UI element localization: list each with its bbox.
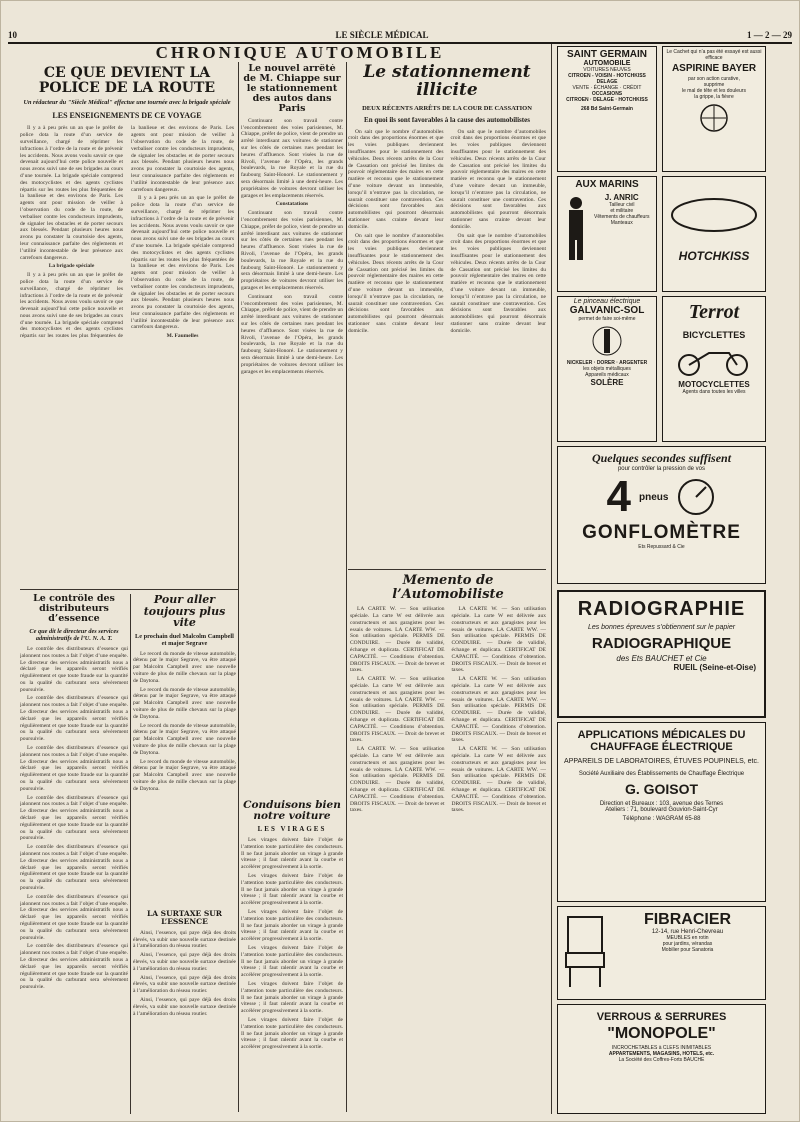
- body: LA CARTE W. — Son utilisation spéciale. La carte W est délivrée aux constructeurs et aux garagistes pour les essais de voitures. LA CARTE WW. — Son utilisation spéciale. PERMIS DE CONDUIRE. — Durée de validité, échange et duplicata. CERTIFICAT DE CAPACITÉ. — Conditions d’obtention. DROITS FISCAUX. — Droit de brevet et taxes.: [451, 606, 546, 674]
- ad-address: 12-14, rue Henri-Chevreau: [651, 929, 724, 935]
- headline: Pour aller toujours plus vite: [143, 594, 226, 630]
- pinceau-icon: [587, 324, 627, 358]
- ad-line: Le Cachet qui n’a pas été essayé est aussi efficace: [666, 49, 762, 61]
- ad-line: APPARTEMENTS, MAGASINS, HOTELS, etc.: [608, 1051, 715, 1057]
- sailor-figure-icon: [561, 193, 591, 263]
- body: On sait que le nombre d’automobiles croit dans des proportions énormes et que les voies publiques deviennent insuffisantes pour le stationnement des véhicules. Deux récents arrêts de la Cour de Cassation ont précisé les limites du pouvoir réglementaire des maires en cette matière et reconnu que le stationnement d’une voiture devant un immeuble, lorsqu’il n’entrave pas la circulation, ne saurait constituer une contravention. Ces décisions sont favorables aux automobilistes qui pourront désormais stationner sans crainte devant leur domicile.: [348, 128, 444, 230]
- body: Ainsi, l’essence, qui paye déjà des droits élevés, va subir une nouvelle surtaxe destinée à l’amélioration du réseau routier.: [133, 952, 236, 972]
- article-memento: [350, 574, 546, 1114]
- ad-saint-germain: [557, 46, 657, 172]
- body: Le record du monde de vitesse automobile, détenu par le major Segrave, va être attaqué par Malcolm Campbell avec une nouvelle voiture de plus de mille chevaux sur la plage de Daytona.: [133, 758, 236, 792]
- ad-title: SAINT GERMAIN: [567, 49, 647, 60]
- ad-line: CITROEN · DELAGE · HOTCHKISS: [566, 97, 648, 103]
- ad-line: Vêtements de chauffeurs: [594, 214, 650, 220]
- ad-title: RADIOGRAPHIQUE: [591, 635, 732, 652]
- ad-fibracier: [557, 906, 766, 1000]
- ad-line: Tailleur civil: [608, 202, 635, 208]
- ad-line: MEUBLES en rotin: [666, 935, 709, 941]
- body: Il y a à peu près un an que le préfet de police dota la route d’un service de surveillance, chargé de réprimer les infractions à l’ordre de la route et de prévenir les accidents. Nous avons voulu savoir ce que devenait aujourd’hui cette police nouvelle et nous avons suivi une de ses brigades au cours d’une tournée. La brigade spéciale comprend des motocyclistes et des agents cyclistes répartis sur les routes les plus fréquentées de la banlieue et des environs de Paris. Les agents ont pour mission de veiller à l’observation du code de la route, de verbaliser contre les conducteurs imprudents, de signaler les obstacles et de porter secours aux blessés. Pendant plusieurs heures nous avons pu constater la courtoisie des agents, leur connaissance parfaite des règlements et l’utilité incontestable de leur présence aux carrefours dangereux.: [20, 125, 123, 261]
- ad-line: MOTOCYCLETTES: [678, 380, 750, 389]
- headline: Le contrôle des distributeurs d’essence: [33, 594, 115, 624]
- ad-line: INCROCHETABLES à CLEFS INIMITABLES: [611, 1045, 712, 1051]
- article-surtaxe: [133, 910, 236, 1115]
- ad-title: Quelques secondes suffisent: [591, 451, 732, 465]
- section-subhead: DEUX RÉCENTS ARRÊTS DE LA COUR DE CASSATION: [362, 104, 532, 112]
- subheadline: Ce que dit le directeur des services administratifs de l’U. N. A. T.: [29, 627, 119, 642]
- ad-line: la grippe, la fièvre: [694, 94, 734, 100]
- ad-aspirine: [662, 46, 766, 172]
- ad-gonflometre: [557, 446, 766, 584]
- article-police: [20, 64, 234, 587]
- article-conduisons: [241, 800, 343, 1110]
- article-aller: [133, 594, 236, 894]
- ad-line: supprime: [703, 82, 725, 88]
- body: On sait que le nombre d’automobiles croit dans des proportions énormes et que les voies publiques deviennent insuffisantes pour le stationnement des véhicules. Deux récents arrêts de la Cour de Cassation ont précisé les limites du pouvoir réglementaire des maires en cette matière et reconnu que le stationnement d’une voiture devant un immeuble, lorsqu’il n’entrave pas la circulation, ne saurait constituer une contravention. Ces décisions sont favorables aux automobilistes qui pourront désormais stationner sans crainte devant leur domicile.: [450, 232, 546, 334]
- ad-hotchkiss: [662, 176, 766, 292]
- ad-title: FIBRACIER: [643, 911, 732, 928]
- body: Le contrôle des distributeurs d’essence qui jalonnent nos routes a fait l’objet d’une enquête. Le directeur des services administratifs nous a déclaré que les appareils seront vérifiés régulièrement et que toute fraude sur la quantité ou la qualité du carburant sera sévèrement poursuivie.: [20, 645, 128, 693]
- body: Les virages doivent faire l’objet de l’attention toute particulière des conducteurs. Il ne faut jamais aborder un virage à grande vitesse ; il faut ralentir avant la courbe et accélérer progressivement à la sortie.: [241, 909, 343, 943]
- body: Les virages doivent faire l’objet de l’attention toute particulière des conducteurs. Il ne faut jamais aborder un virage à grande vitesse ; il faut ralentir avant la courbe et accélérer progressivement à la sortie.: [241, 1016, 343, 1051]
- headline: CE QUE DEVIENT LA POLICE DE LA ROUTE: [38, 65, 216, 96]
- ad-title: ASPIRINE BAYER: [671, 63, 757, 74]
- body: Le contrôle des distributeurs d’essence qui jalonnent nos routes a fait l’objet d’une enquête. Le directeur des services administratifs nous a déclaré que les appareils seront vérifiés régulièrement et que toute fraude sur la quantité ou la qualité du carburant sera sévèrement poursuivie.: [20, 943, 128, 991]
- ad-address: Ateliers : 71, boulevard Gouvion-Saint-Cyr: [605, 807, 718, 813]
- issue-date: 1 — 2 — 29: [747, 30, 792, 40]
- body: Le contrôle des distributeurs d’essence qui jalonnent nos routes a fait l’objet d’une enquête. Le directeur des services administratifs nous a déclaré que les appareils seront vérifiés régulièrement et que toute fraude sur la quantité ou la qualité du carburant sera sévèrement poursuivie.: [20, 695, 128, 743]
- body: Les virages doivent faire l’objet de l’attention toute particulière des conducteurs. Il ne faut jamais aborder un virage à grande vitesse ; il faut ralentir avant la courbe et accélérer progressivement à la sortie.: [241, 980, 343, 1015]
- headline: Le nouvel arrêté de M. Chiappe sur le stationnement des autos dans Paris: [243, 64, 341, 114]
- column-divider: [238, 62, 239, 1112]
- ad-line: les objets métalliques: [583, 366, 631, 372]
- body: Continuant son travail contre l’encombrement des voies parisiennes, M. Chiappe, préfet de police, vient de prendre un arrêté interdisant aux voitures de stationner sur les côtés de certaines rues pendant les heures d’affluence. Sont visées la rue de Rivoli, l’avenue de l’Opéra, les grands boulevards, la rue Royale et la rue du faubourg Saint-Honoré. Le stationnement y sera désormais limité à une demi-heure. Les propriétaires de voitures devront utiliser les garages et les emplacements réservés.: [241, 210, 343, 291]
- hotchkiss-logo-icon: [669, 185, 759, 245]
- ad-brand: GONFLOMÈTRE: [582, 522, 741, 543]
- ad-phone: Téléphone : WAGRAM 65-88: [622, 816, 701, 822]
- ad-line: permet de faire soi-même: [578, 316, 636, 322]
- body: Il y a à peu près un an que le préfet de police dota la route d’un service de surveillance, chargé de réprimer les infractions à l’ordre de la route et de prévenir les accidents. Nous avons voulu savoir ce que devenait aujourd’hui cette police nouvelle et nous avons suivi une de ses brigades au cours d’une tournée. La brigade spéciale comprend des motocyclistes et des agents cyclistes répartis sur les routes les plus fréquentées de la banlieue et des environs de Paris. Les agents ont pour mission de veiller à l’observation du code de la route, de verbaliser contre les conducteurs imprudents, de signaler les obstacles et de porter secours aux blessés. Pendant plusieurs heures nous avons pu constater la courtoisie des agents, leur connaissance parfaite des règlements et l’utilité incontestable de leur présence aux carrefours dangereux.: [131, 195, 234, 331]
- journal-name: LE SIÈCLE MÉDICAL: [335, 30, 429, 40]
- rule: [20, 589, 238, 590]
- wicker-chair-icon: [562, 911, 608, 991]
- ad-line: Agents dans toutes les villes: [682, 389, 746, 395]
- article-stationnement: [348, 64, 546, 566]
- headline: LA SURTAXE SUR L’ESSENCE: [146, 910, 223, 926]
- body: Les virages doivent faire l’objet de l’attention toute particulière des conducteurs. Il ne faut jamais aborder un virage à grande vitesse ; il faut ralentir avant la courbe et accélérer progressivement à la sortie.: [241, 873, 343, 907]
- motorcycle-icon: [674, 343, 754, 377]
- ad-brand: "MONOPOLE": [607, 1025, 716, 1042]
- subheadline: LES VIRAGES: [257, 825, 327, 834]
- body: LA CARTE W. — Son utilisation spéciale. La carte W est délivrée aux constructeurs et aux garagistes pour les essais de voitures. LA CARTE WW. — Son utilisation spéciale. PERMIS DE CONDUIRE. — Durée de validité, échange et duplicata. CERTIFICAT DE CAPACITÉ. — Conditions d’obtention. DROITS FISCAUX. — Droit de brevet et taxes.: [451, 676, 546, 744]
- body: LA CARTE W. — Son utilisation spéciale. La carte W est délivrée aux constructeurs et aux garagistes pour les essais de voitures. LA CARTE WW. — Son utilisation spéciale. PERMIS DE CONDUIRE. — Durée de validité, échange et duplicata. CERTIFICAT DE CAPACITÉ. — Conditions d’obtention. DROITS FISCAUX. — Droit de brevet et taxes.: [350, 606, 445, 674]
- headline: Le stationnement illicite: [363, 64, 531, 100]
- body: LA CARTE W. — Son utilisation spéciale. La carte W est délivrée aux constructeurs et aux garagistes pour les essais de voitures. LA CARTE WW. — Son utilisation spéciale. PERMIS DE CONDUIRE. — Durée de validité, échange et duplicata. CERTIFICAT DE CAPACITÉ. — Conditions d’obtention. DROITS FISCAUX. — Droit de brevet et taxes.: [350, 746, 445, 814]
- body: Ainsi, l’essence, qui paye déjà des droits élevés, va subir une nouvelle surtaxe destinée à l’amélioration du réseau routier.: [133, 974, 236, 995]
- minor-heading: Constatations: [275, 201, 309, 208]
- body: Continuant son travail contre l’encombrement des voies parisiennes, M. Chiappe, préfet de police, vient de prendre un arrêté interdisant aux voitures de stationner sur les côtés de certaines rues pendant les heures d’affluence. Sont visées la rue de Rivoli, l’avenue de l’Opéra, les grands boulevards, la rue Royale et la rue du faubourg Saint-Honoré. Le stationnement y sera désormais limité à une demi-heure. Les propriétaires de voitures devront utiliser les garages et les emplacements réservés.: [241, 293, 343, 375]
- ad-line: NICKELER · DORER · ARGENTER: [566, 360, 648, 366]
- ad-radiographie: [557, 590, 766, 718]
- ad-galvanic: [557, 296, 657, 442]
- ad-brand: GALVANIC-SOL: [569, 305, 645, 316]
- ad-address: Direction et Bureaux : 103, avenue des Ternes: [599, 801, 724, 807]
- rule: [348, 569, 546, 570]
- ad-subtitle: AUTOMOBILE: [583, 60, 631, 67]
- section-title: CHRONIQUE AUTOMOBILE: [155, 43, 445, 62]
- headline: Conduisons bien notre voiture: [243, 800, 341, 823]
- ad-line: Manteaux: [610, 220, 633, 226]
- article-chiappe: [241, 64, 343, 594]
- ad-city: RUEIL (Seine-et-Oise): [673, 663, 756, 672]
- ad-number: 4: [606, 472, 632, 521]
- page-number: 10: [8, 30, 17, 40]
- ad-line: CITROEN - VOISIN - HOTCHKISS: [568, 73, 646, 79]
- lead: En quoi ils sont favorables à la cause des automobilistes: [364, 115, 530, 124]
- gauge-icon: [676, 477, 716, 517]
- ad-line: pour contrôler la pression de vos: [617, 466, 706, 472]
- ad-line: le mal de tête et les douleurs: [682, 88, 746, 94]
- column-divider: [551, 44, 552, 1114]
- body: Continuant son travail contre l’encombrement des voies parisiennes, M. Chiappe, préfet de police, vient de prendre un arrêté interdisant aux voitures de stationner sur les côtés de certaines rues pendant les heures d’affluence. Sont visées la rue de Rivoli, l’avenue de l’Opéra, les grands boulevards, la rue Royale et la rue du faubourg Saint-Honoré. Le stationnement y sera désormais limité à une demi-heure. Les propriétaires de voitures devront utiliser les garages et les emplacements réservés.: [241, 117, 343, 199]
- ad-line: Appareils médicaux: [585, 372, 629, 378]
- body: Le record du monde de vitesse automobile, détenu par le major Segrave, va être attaqué par Malcolm Campbell avec une nouvelle voiture de plus de mille chevaux sur la plage de Daytona.: [133, 686, 236, 720]
- body: Le contrôle des distributeurs d’essence qui jalonnent nos routes a fait l’objet d’une enquête. Le directeur des services administratifs nous a déclaré que les appareils seront vérifiés régulièrement et que toute fraude sur la quantité ou la qualité du carburant sera sévèrement poursuivie.: [20, 893, 128, 941]
- ad-title: RADIOGRAPHIE: [577, 598, 746, 620]
- column-divider: [346, 62, 347, 1112]
- body: Ainsi, l’essence, qui paye déjà des droits élevés, va subir une nouvelle surtaxe destinée à l’amélioration du réseau routier.: [133, 929, 236, 950]
- ad-line: VENTE · ÉCHANGE · CRÉDIT: [572, 85, 642, 91]
- ad-chauffage: [557, 722, 766, 902]
- ad-name: J. ANRIC: [604, 193, 639, 202]
- article-controle: [20, 594, 128, 1114]
- ad-title: CHAUFFAGE ÉLECTRIQUE: [590, 741, 733, 753]
- ad-title: APPLICATIONS MÉDICALES DU: [577, 729, 746, 741]
- bayer-cross-icon: [699, 103, 729, 133]
- ad-verrous: [557, 1004, 766, 1114]
- ad-line: et militaire: [610, 208, 634, 214]
- ad-maker: des Ets BAUCHET et Cie: [616, 654, 707, 663]
- ad-line: Mobilier pour Sanatoria: [661, 947, 714, 953]
- body: Les virages doivent faire l’objet de l’attention toute particulière des conducteurs. Il ne faut jamais aborder un virage à grande vitesse ; il faut ralentir avant la courbe et accélérer progressivement à la sortie.: [241, 837, 343, 871]
- body: Le record du monde de vitesse automobile, détenu par le major Segrave, va être attaqué par Malcolm Campbell avec une nouvelle voiture de plus de mille chevaux sur la plage de Daytona.: [133, 650, 236, 684]
- body: Le contrôle des distributeurs d’essence qui jalonnent nos routes a fait l’objet d’une enquête. Le directeur des services administratifs nous a déclaré que les appareils seront vérifiés régulièrement et que toute fraude sur la quantité ou la qualité du carburant sera sévèrement poursuivie.: [20, 794, 128, 842]
- ad-name: G. GOISOT: [624, 781, 699, 797]
- body: LA CARTE W. — Son utilisation spéciale. La carte W est délivrée aux constructeurs et aux garagistes pour les essais de voitures. LA CARTE WW. — Son utilisation spéciale. PERMIS DE CONDUIRE. — Durée de validité, échange et duplicata. CERTIFICAT DE CAPACITÉ. — Conditions d’obtention. DROITS FISCAUX. — Droit de brevet et taxes.: [451, 746, 546, 814]
- ad-line: BICYCLETTES: [682, 330, 746, 340]
- ad-line: DELAGE: [596, 79, 618, 85]
- ad-line: OCCASIONS: [591, 91, 623, 97]
- body: Le record du monde de vitesse automobile, détenu par le major Segrave, va être attaqué par Malcolm Campbell avec une nouvelle voiture de plus de mille chevaux sur la plage de Daytona.: [133, 722, 236, 756]
- body: Il y a à peu près un an que le préfet de police dota la route d’un service de surveillance, chargé de réprimer les infractions à l’ordre de la route et de prévenir les accidents. Nous avons voulu savoir ce que devenait aujourd’hui cette police nouvelle et nous avons suivi une de ses brigades au cours d’une tournée. La brigade spéciale comprend des motocyclistes et des agents cyclistes répartis sur les routes les plus fréquentées de la banlieue et des environs de Paris. Les agents ont pour mission de veiller à l’observation du code de la route, de verbaliser contre les conducteurs imprudents, de signaler les obstacles et de porter secours aux blessés. Pendant plusieurs heures nous avons pu constater la courtoisie des agents, leur connaissance parfaite des règlements et l’utilité incontestable de leur présence aux carrefours dangereux.: [20, 125, 234, 340]
- ad-title: VERROUS & SERRURES: [596, 1011, 727, 1023]
- ad-maker: Ets Repussard & Cie: [638, 544, 685, 550]
- ad-line: pour jardins, vérandas: [662, 941, 713, 947]
- headline: Memento de l’Automobiliste: [392, 574, 504, 602]
- ad-title: AUX MARINS: [575, 179, 639, 190]
- running-header: [8, 28, 792, 42]
- subheadline: Le prochain duel Malcolm Campbell et major Segrave: [135, 632, 234, 647]
- column-divider: [130, 594, 131, 1114]
- body: On sait que le nombre d’automobiles croit dans des proportions énormes et que les voies publiques deviennent insuffisantes pour le stationnement des véhicules. Deux récents arrêts de la Cour de Cassation ont précisé les limites du pouvoir réglementaire des maires en cette matière et reconnu que le stationnement d’une voiture devant un immeuble, lorsqu’il n’entrave pas la circulation, ne saurait constituer une contravention. Ces décisions sont favorables aux automobilistes qui pourront désormais stationner sans crainte devant leur domicile.: [450, 128, 546, 230]
- ad-line: La Société des Coffres-Forts BAUCHE: [618, 1057, 705, 1063]
- ad-title: Le pinceau électrique: [573, 298, 641, 305]
- body: LA CARTE W. — Son utilisation spéciale. La carte W est délivrée aux constructeurs et aux garagistes pour les essais de voitures. LA CARTE WW. — Son utilisation spéciale. PERMIS DE CONDUIRE. — Durée de validité, échange et duplicata. CERTIFICAT DE CAPACITÉ. — Conditions d’obtention. DROITS FISCAUX. — Droit de brevet et taxes.: [350, 676, 445, 744]
- ad-line: SOLÈRE: [590, 378, 624, 387]
- ad-line: VOITURES NEUVES: [583, 67, 631, 73]
- ad-terrot: [662, 296, 766, 442]
- section-subhead: LES ENSEIGNEMENTS DE CE VOYAGE: [52, 111, 202, 121]
- ad-line: Société Auxiliaire des Établissements de Chauffage Électrique: [578, 771, 745, 777]
- minor-heading: La brigade spéciale: [48, 263, 95, 270]
- ad-line: par son action curative,: [688, 76, 740, 82]
- byline: M. Faumelles: [166, 333, 199, 340]
- body: Le contrôle des distributeurs d’essence qui jalonnent nos routes a fait l’objet d’une enquête. Le directeur des services administratifs nous a déclaré que les appareils seront vérifiés régulièrement et que toute fraude sur la quantité ou la qualité du carburant sera sévèrement poursuivie.: [20, 745, 128, 792]
- body: On sait que le nombre d’automobiles croit dans des proportions énormes et que les voies publiques deviennent insuffisantes pour le stationnement des véhicules. Deux récents arrêts de la Cour de Cassation ont précisé les limites du pouvoir réglementaire des maires en cette matière et reconnu que le stationnement d’une voiture devant un immeuble, lorsqu’il n’entrave pas la circulation, ne saurait constituer une contravention. Ces décisions sont favorables aux automobilistes qui pourront désormais stationner sans crainte devant leur domicile.: [348, 232, 444, 334]
- ad-title: HOTCHKISS: [678, 249, 750, 263]
- ad-address: 268 Bd Saint-Germain: [581, 106, 633, 112]
- subheadline: Un rédacteur du "Siècle Médical" effectue une tournée avec la brigade spéciale: [23, 99, 231, 107]
- ad-aux-marins: [557, 176, 657, 292]
- body: Ainsi, l’essence, qui paye déjà des droits élevés, va subir une nouvelle surtaxe destinée à l’amélioration du réseau routier.: [133, 996, 236, 1017]
- ad-line: Les bonnes épreuves s’obtiennent sur le papier: [587, 624, 736, 631]
- ad-unit: pneus: [639, 491, 669, 503]
- ad-line: APPAREILS DE LABORATOIRES, ÉTUVES POUPINELS, etc.: [564, 758, 759, 765]
- body: Les virages doivent faire l’objet de l’attention toute particulière des conducteurs. Il ne faut jamais aborder un virage à grande vitesse ; il faut ralentir avant la courbe et accélérer progressivement à la sortie.: [241, 944, 343, 979]
- body: Le contrôle des distributeurs d’essence qui jalonnent nos routes a fait l’objet d’une enquête. Le directeur des services administratifs nous a déclaré que les appareils seront vérifiés régulièrement et que toute fraude sur la quantité ou la qualité du carburant sera sévèrement poursuivie.: [20, 844, 128, 891]
- ad-title: Terrot: [688, 301, 740, 323]
